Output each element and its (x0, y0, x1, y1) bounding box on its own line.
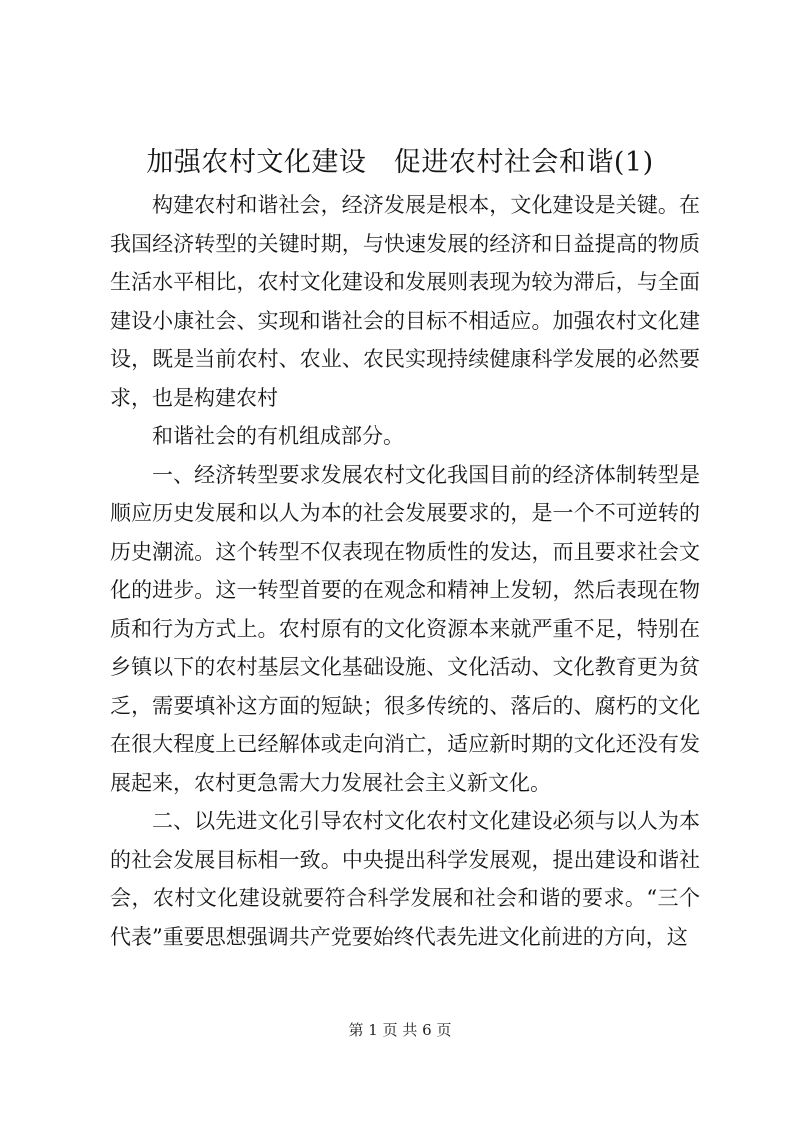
paragraph-1: 构建农村和谐社会，经济发展是根本，文化建设是关键。在我国经济转型的关键时期，与快速发展的经济和日益提高的物质生活水平相比，农村文化建设和发展则表现为较为滞后，与全面建设小康社会、实现和谐社会的目标不相适应。加强农村文化建设，既是当前农村、农业、农民实现持续健康科学发展的必然要求，也是构建农村 (110, 193, 700, 410)
paragraph-4: 二、以先进文化引导农村文化农村文化建设必须与以人为本的社会发展目标相一致。中央提出科学发展观，提出建设和谐社会，农村文化建设就要符合科学发展和社会和谐的要求。“三个代表”重要思想强调共产党要始终代表先进文化前进的方向，这 (110, 809, 700, 949)
document-title: 加强农村文化建设 促进农村社会和谐(1) (146, 147, 654, 178)
paragraph-3: 一、经济转型要求发展农村文化我国目前的经济体制转型是顺应历史发展和以人为本的社会发展要求的，是一个不可逆转的历史潮流。这个转型不仅表现在物质性的发达，而且要求社会文化的进步。这一转型首要的在观念和精神上发轫，然后表现在物质和行为方式上。农村原有的文化资源本来就严重不足，特别在乡镇以下的农村基层文化基础设施、文化活动、文化教育更为贫乏，需要填补这方面的短缺；很多传统的、落后的、腐朽的文化在很大程度上已经解体或走向消亡，适应新时期的文化还没有发展起来，农村更急需大力发展社会主义新文化。 (110, 462, 700, 795)
paragraph-2: 和谐社会的有机组成部分。 (152, 424, 404, 448)
page-footer: 第 1 页 共 6 页 (348, 1021, 452, 1039)
document-body (110, 186, 700, 956)
